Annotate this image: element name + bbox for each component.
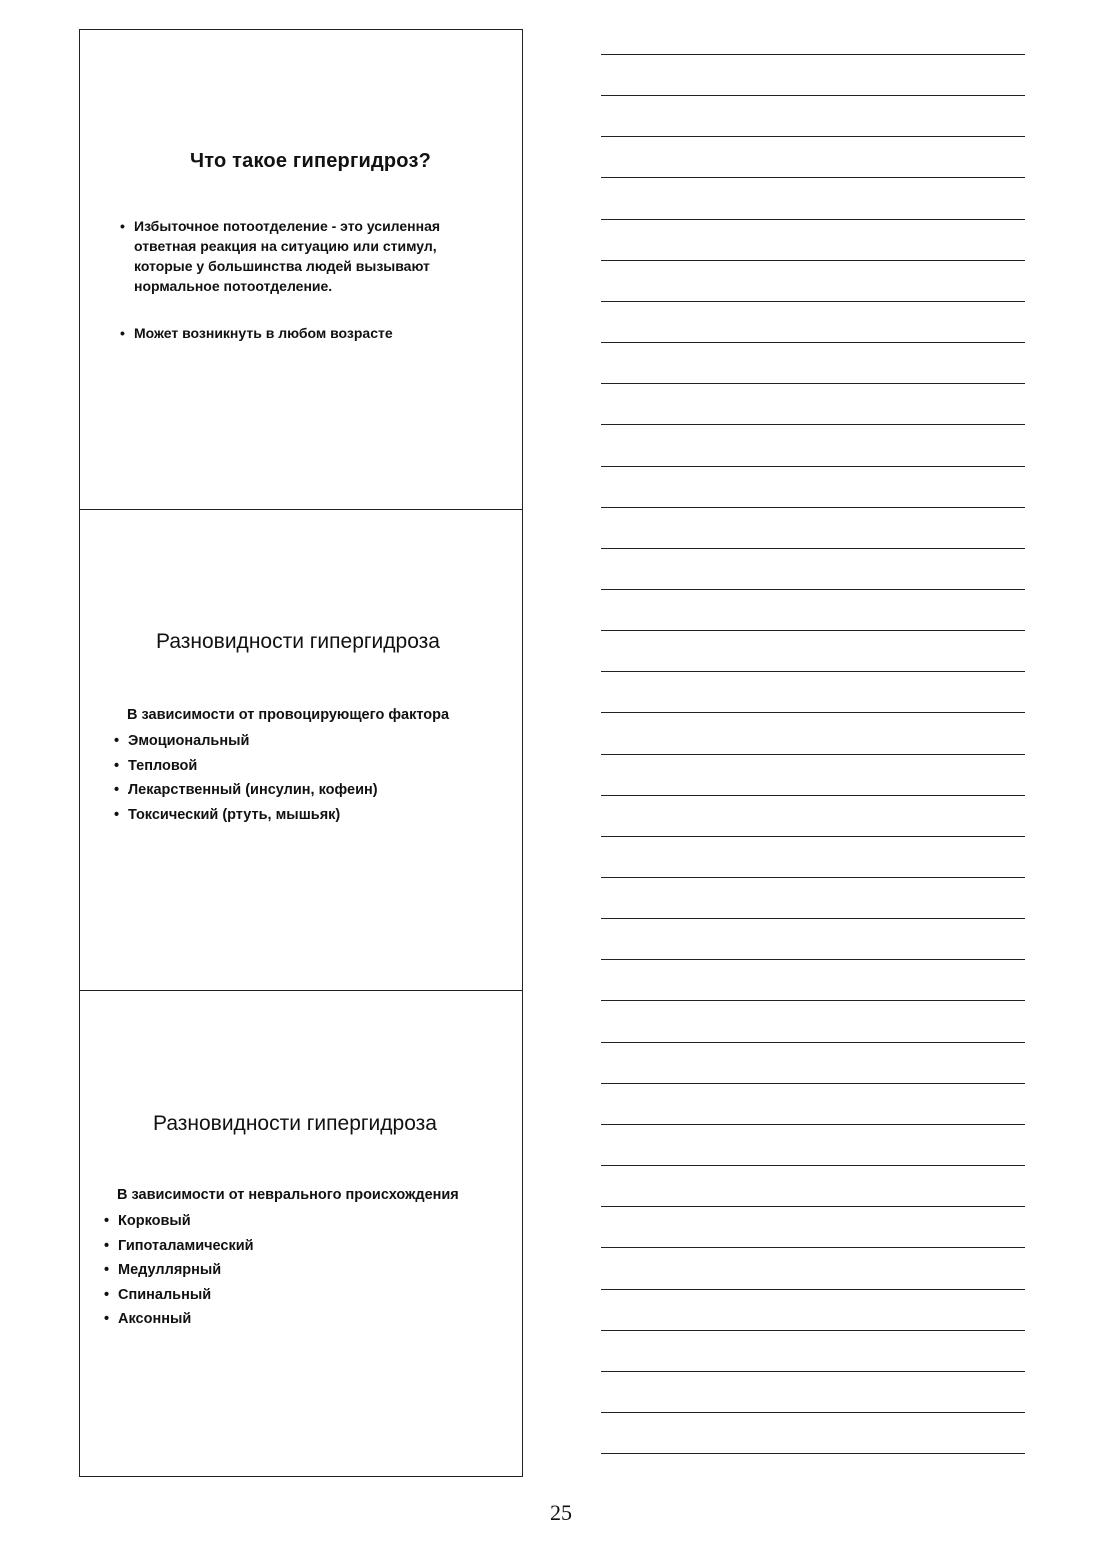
note-line	[601, 54, 1025, 55]
note-line	[601, 959, 1025, 960]
slide-3-item: • Медуллярный	[104, 1258, 254, 1283]
note-line	[601, 301, 1025, 302]
slide-2-item: • Тепловой	[114, 754, 378, 779]
slide-2-intro: В зависимости от провоцирующего фактора	[127, 707, 450, 723]
note-line	[601, 1247, 1025, 1248]
page-number: 25	[550, 1500, 572, 1525]
note-line	[601, 177, 1025, 178]
note-line	[601, 424, 1025, 425]
note-line	[601, 671, 1025, 672]
slide-2-item: • Лекарственный (инсулин, кофеин)	[114, 778, 378, 803]
note-line	[601, 1124, 1025, 1125]
note-line	[601, 1289, 1025, 1290]
note-line	[601, 589, 1025, 590]
note-line	[601, 548, 1025, 549]
note-line	[601, 260, 1025, 261]
notes-lines	[601, 0, 1027, 1500]
slide-1-bullet: • Избыточное потоотделение - это усиленная ответная реакция на ситуацию или стимул, которые у большинства людей вызывают нормальное потоотделение.	[120, 216, 490, 296]
note-line	[601, 1083, 1025, 1084]
note-line	[601, 795, 1025, 796]
note-line	[601, 1000, 1025, 1001]
note-line	[601, 1165, 1025, 1166]
slides-panel	[79, 29, 523, 1477]
slide-2-item: • Токсический (ртуть, мышьяк)	[114, 803, 378, 828]
note-line	[601, 1042, 1025, 1043]
note-line	[601, 507, 1025, 508]
note-line	[601, 136, 1025, 137]
note-line	[601, 877, 1025, 878]
note-line	[601, 342, 1025, 343]
note-line	[601, 466, 1025, 467]
slide-3-item: • Аксонный	[104, 1307, 254, 1332]
note-line	[601, 754, 1025, 755]
slide-1	[80, 30, 522, 510]
slide-3-item: • Спинальный	[104, 1283, 254, 1308]
slide-3-item: • Корковый	[104, 1209, 254, 1234]
slide-1-bullets	[120, 216, 490, 370]
note-line	[601, 1330, 1025, 1331]
slide-3-item: • Гипоталамический	[104, 1234, 254, 1259]
slide-1-bullet: • Может возникнуть в любом возрасте	[120, 323, 490, 343]
slide-2-items	[114, 729, 378, 827]
note-line	[601, 1371, 1025, 1372]
slide-2	[80, 510, 522, 991]
note-line	[601, 712, 1025, 713]
slide-3-intro: В зависимости от неврального происхождения	[117, 1187, 459, 1203]
note-line	[601, 836, 1025, 837]
slide-2-item: • Эмоциональный	[114, 729, 378, 754]
note-line	[601, 95, 1025, 96]
note-line	[601, 1453, 1025, 1454]
note-line	[601, 383, 1025, 384]
slide-2-title: Разновидности гипергидроза	[156, 630, 440, 653]
slide-3-title: Разновидности гипергидроза	[153, 1112, 437, 1135]
note-line	[601, 630, 1025, 631]
slide-1-title: Что такое гипергидроз?	[190, 150, 432, 172]
note-line	[601, 219, 1025, 220]
slide-3-items	[104, 1209, 254, 1332]
slide-3	[80, 991, 522, 1475]
note-line	[601, 1412, 1025, 1413]
note-line	[601, 1206, 1025, 1207]
note-line	[601, 918, 1025, 919]
